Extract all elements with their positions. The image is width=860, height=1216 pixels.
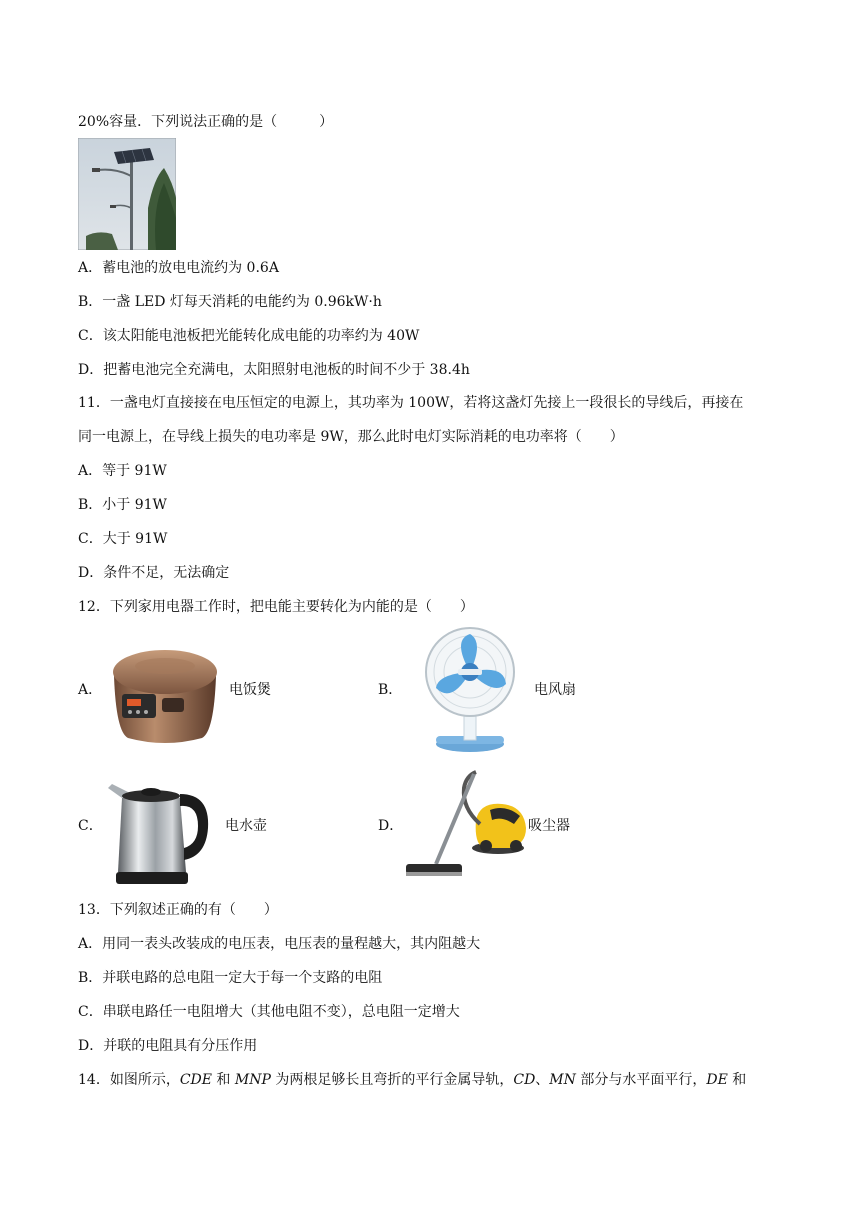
q11-option-c: C．大于 91W [78,531,168,547]
q14-text: 部分与水平面平行， [575,1072,707,1088]
q13-option-a: A．用同一表头改装成的电压表，电压表的量程越大，其内阻越大 [78,936,481,952]
q14-text: 和 [211,1072,235,1088]
question-14-stem [78,1070,746,1090]
q12-option-d-label: 吸尘器 [528,818,570,834]
question-10-stem-tail: 20%容量．下列说法正确的是（ ） [78,114,334,130]
q14-var-mn: MN [549,1072,576,1088]
q14-text: 和 [727,1072,747,1088]
q12-option-a-letter: A． [78,682,103,698]
q14-var-cde: CDE [179,1072,212,1088]
q10-option-b: B．一盏 LED 灯每天消耗的电能约为 0.96kW·h [78,294,382,310]
electric-kettle-image [106,768,216,886]
q14-text: 14．如图所示， [78,1072,180,1088]
q14-text: 为两根足够长且弯折的平行金属导轨， [270,1072,514,1088]
question-13-stem: 13．下列叙述正确的有（ ） [78,902,278,918]
question-11-stem-line1: 11．一盏电灯直接接在电压恒定的电源上，其功率为 100W，若将这盏灯先接上一段很长的导线后，再接在 [78,395,744,411]
vacuum-cleaner-image [402,768,532,882]
q13-option-d: D．并联的电阻具有分压作用 [78,1038,258,1054]
q12-option-c-letter: C． [78,818,103,834]
q13-option-c: C．串联电路任一电阻增大（其他电阻不变），总电阻一定增大 [78,1004,460,1020]
q11-option-b: B．小于 91W [78,497,167,513]
solar-street-light-image [78,138,176,250]
question-12-stem: 12．下列家用电器工作时，把电能主要转化为内能的是（ ） [78,599,474,615]
q14-var-de: DE [706,1072,728,1088]
q12-option-b-letter: B． [378,682,403,698]
q12-option-c-label: 电水壶 [225,818,267,834]
q12-option-d-letter: D． [378,818,404,834]
q14-var-cd: CD [513,1072,536,1088]
q12-option-a-label: 电饭煲 [229,682,271,698]
rice-cooker-image [106,636,224,746]
q11-option-a: A．等于 91W [78,463,167,479]
q14-var-mnp: MNP [234,1072,271,1088]
electric-fan-image [412,626,528,754]
q10-option-d: D．把蓄电池完全充满电，太阳照射电池板的时间不少于 38.4h [78,362,470,378]
q14-text: 、 [535,1072,550,1088]
question-11-stem-line2: 同一电源上，在导线上损失的电功率是 9W，那么此时电灯实际消耗的电功率将（ ） [78,429,624,445]
q12-option-b-label: 电风扇 [534,682,576,698]
q10-option-c: C．该太阳能电池板把光能转化成电能的功率约为 40W [78,328,420,344]
q13-option-b: B．并联电路的总电阻一定大于每一个支路的电阻 [78,970,383,986]
q11-option-d: D．条件不足，无法确定 [78,565,230,581]
q10-option-a: A．蓄电池的放电电流约为 0.6A [78,260,279,276]
